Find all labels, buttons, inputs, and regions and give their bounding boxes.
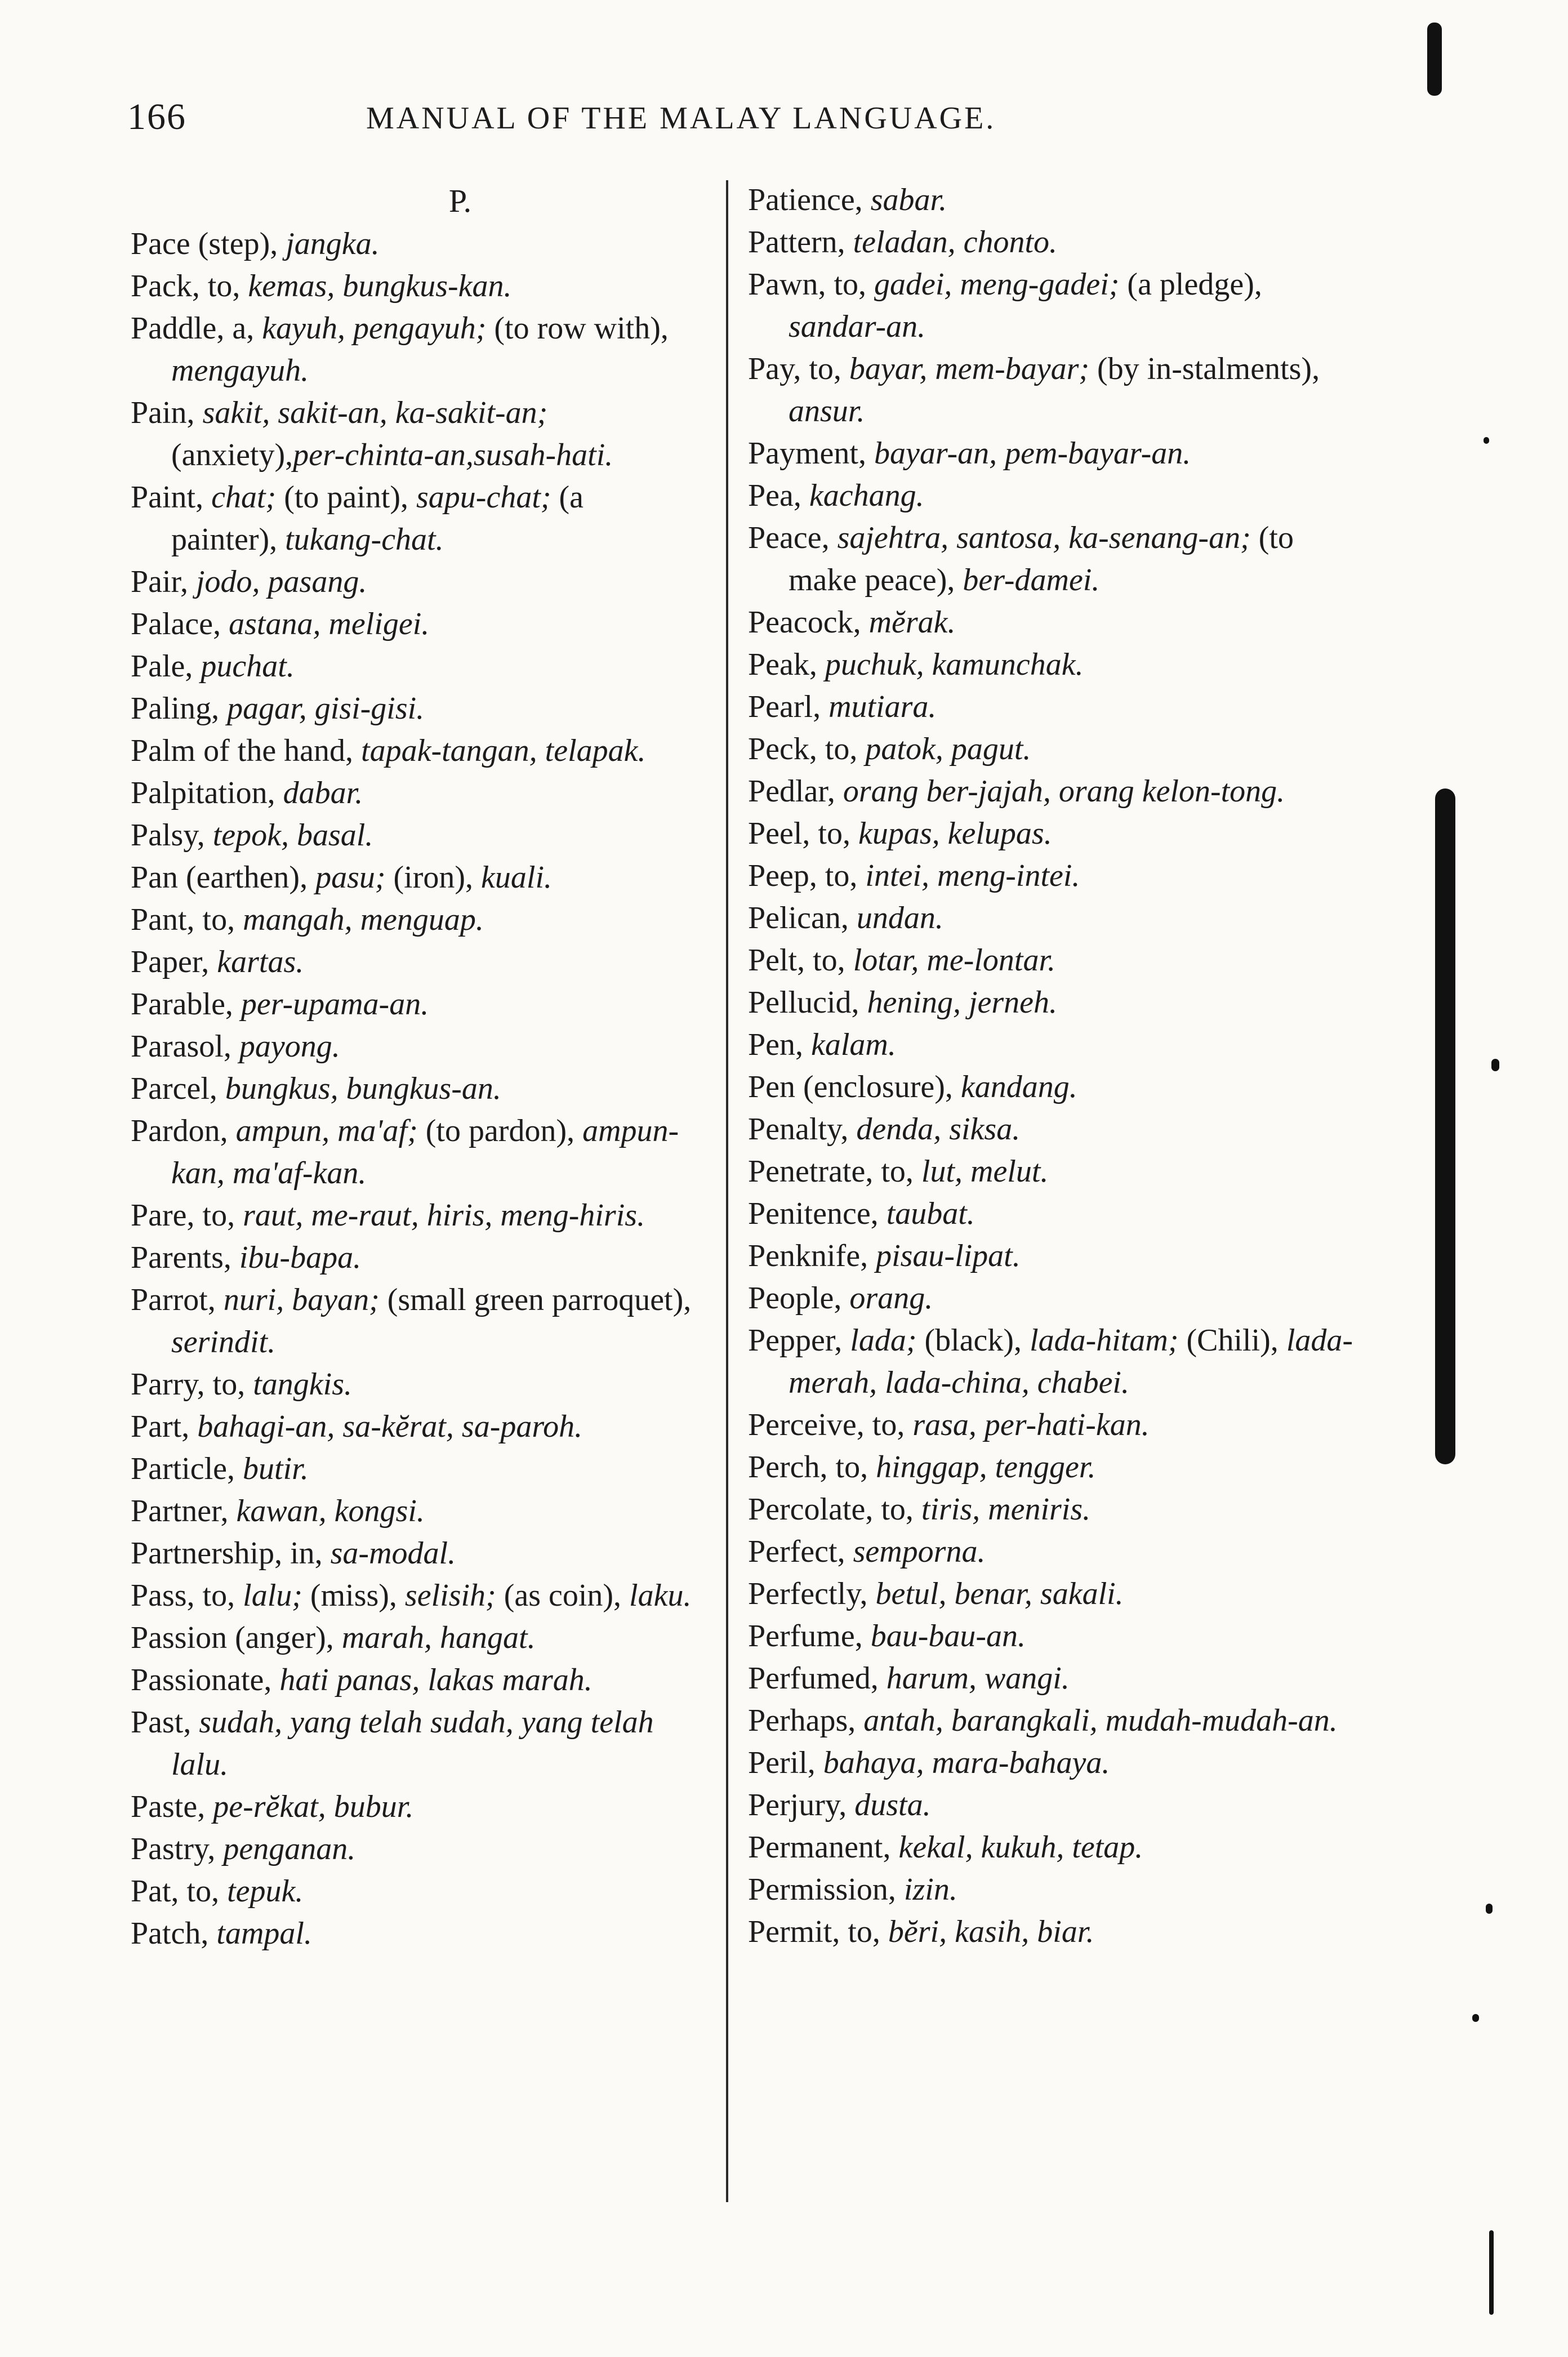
dictionary-entry [748,1742,1362,1784]
entry-english-note: (to make peace), [789,520,1294,598]
entry-headword: Perhaps, [748,1703,856,1738]
dictionary-entry [748,348,1362,433]
dictionary-entry [748,1235,1362,1277]
dictionary-entry [131,1026,694,1068]
entry-malay-gloss: raut, me-raut, hiris, meng-hiris. [235,1198,645,1233]
dictionary-entry [131,941,694,983]
entry-headword: Permit, to, [748,1914,880,1949]
entry-headword: Peril, [748,1745,816,1780]
entry-malay-gloss: puchat. [193,649,295,684]
dictionary-entry [748,1277,1362,1320]
entry-malay-gloss: astana, meligei. [221,607,430,641]
entry-headword: Paste, [131,1789,206,1824]
entry-headword: Peel, to, [748,816,850,851]
dictionary-entry [131,1786,694,1828]
right-column [748,179,1362,1953]
entry-english-note: (Chili), [1178,1323,1279,1358]
entry-headword: Pea, [748,478,801,513]
dictionary-entry [748,1066,1362,1108]
entry-headword: Partnership, in, [131,1536,323,1571]
page-number: 166 [127,96,186,137]
dictionary-entry [748,475,1362,517]
entry-english-note: (by in-stalments), [1089,351,1320,386]
entry-malay-gloss: sajehtra, santosa, ka-senang-an; [829,520,1251,555]
dictionary-entry [748,1320,1362,1404]
dictionary-entry [748,644,1362,686]
entry-malay-gloss: kupas, kelupas. [850,816,1052,851]
entry-malay-gloss: pe-rĕkat, bubur. [205,1789,414,1824]
entry-headword: Perceive, to, [748,1407,905,1442]
entry-malay-gloss: bahagi-an, sa-kĕrat, sa-paroh. [189,1409,583,1444]
dictionary-entry [131,1828,694,1870]
entry-headword: Pack, to, [131,269,240,304]
entry-headword: Penetrate, to, [748,1154,914,1189]
entry-headword: Perfect, [748,1534,845,1569]
dictionary-entry [131,1870,694,1913]
entry-malay-gloss: laku. [621,1578,692,1613]
dictionary-entry [131,772,694,814]
entry-headword: Pale, [131,649,193,684]
entry-headword: Palm of the hand, [131,733,354,768]
entry-headword: Part, [131,1409,190,1444]
entry-headword: Pay, to, [748,351,841,386]
entry-malay-gloss: taubat. [878,1196,975,1231]
entry-malay-gloss: ansur. [789,394,865,429]
entry-headword: Pawn, to, [748,267,866,302]
entry-malay-gloss: lotar, me-lontar. [845,943,1056,978]
dictionary-entry [131,814,694,857]
entry-headword: Parcel, [131,1071,217,1106]
entry-english-note: (a pledge), [1119,267,1262,302]
entry-headword: Peck, to, [748,732,858,767]
dictionary-entry [748,601,1362,644]
entry-malay-gloss: mutiara. [821,689,937,724]
dictionary-entry [748,221,1362,264]
entry-malay-gloss: per-upama-an. [233,987,429,1022]
scan-mark-bottom [1489,2230,1494,2315]
dictionary-entry [748,517,1362,601]
dictionary-entry [748,939,1362,982]
dictionary-entry [748,770,1362,813]
entry-malay-gloss: denda, siksa. [848,1112,1021,1147]
entry-malay-gloss: lada-merah, lada-china, chabei. [789,1323,1353,1400]
entry-headword: Pellucid, [748,985,859,1020]
dictionary-entry [748,1193,1362,1235]
entry-malay-gloss: payong. [231,1029,340,1064]
entry-english-note: (small green parroquet), [379,1282,692,1317]
entry-malay-gloss: lada-hitam; [1022,1323,1179,1358]
entry-malay-gloss: tangkis. [245,1367,352,1402]
entry-malay-gloss: intei, meng-intei. [857,858,1080,893]
entry-headword: Permission, [748,1872,896,1907]
dictionary-entry [748,1404,1362,1446]
entry-headword: Peak, [748,647,817,682]
entry-english-note: (miss), [302,1578,397,1613]
entry-malay-gloss: bayar, mem-bayar; [841,351,1090,386]
entry-malay-gloss: penganan. [215,1832,356,1866]
entry-headword: Penalty, [748,1112,849,1147]
dictionary-entry [131,1448,694,1490]
entry-malay-gloss: tepok, basal. [204,818,373,853]
dictionary-entry [748,982,1362,1024]
dictionary-entry [131,603,694,645]
dictionary-entry [748,813,1362,855]
left-entry-list [131,223,694,1955]
entry-malay-gloss: tampal. [208,1916,312,1951]
section-letter-heading: P. [448,182,472,219]
dictionary-entry [131,1913,694,1955]
entry-headword: Parasol, [131,1029,231,1064]
entry-english-note: (a painter), [171,480,584,557]
entry-headword: Palpitation, [131,776,275,810]
entry-headword: Pearl, [748,689,821,724]
entry-malay-gloss: kandang. [952,1070,1077,1104]
column-divider [726,180,728,2202]
entry-headword: Palsy, [131,818,205,853]
entry-headword: Paling, [131,691,220,726]
dictionary-entry [131,1364,694,1406]
entry-english-note: (as coin), [496,1578,622,1613]
dictionary-entry [131,265,694,308]
entry-malay-gloss: kawan, kongsi. [228,1494,425,1529]
entry-malay-gloss: puchuk, kamunchak. [817,647,1084,682]
entry-malay-gloss: sandar-an. [789,309,926,344]
entry-headword: Perfume, [748,1619,863,1654]
dictionary-entry [131,1532,694,1575]
dictionary-entry [131,308,694,392]
entry-headword: Percolate, to, [748,1492,914,1527]
dictionary-entry [748,1108,1362,1151]
entry-headword: Past, [131,1705,191,1740]
entry-headword: Perfectly, [748,1576,868,1611]
entry-english-note: (black), [916,1323,1022,1358]
dictionary-entry [748,1151,1362,1193]
entry-headword: Pardon, [131,1113,228,1148]
entry-malay-gloss: izin. [896,1872,957,1907]
entry-headword: Pen, [748,1027,803,1062]
entry-headword: Paddle, a, [131,311,255,346]
entry-malay-gloss: nuri, bayan; [215,1282,380,1317]
entry-malay-gloss: hati panas, lakas marah. [271,1663,593,1697]
entry-headword: Pen (enclosure), [748,1070,953,1104]
entry-english-note: (anxiety), [171,438,293,473]
entry-malay-gloss: gadei, meng-gadei; [866,267,1120,302]
entry-malay-gloss: bau-bau-an. [862,1619,1026,1654]
dictionary-entry [748,1531,1362,1573]
entry-malay-gloss: sa-modal. [322,1536,456,1571]
entry-headword: Pass, to, [131,1578,235,1613]
entry-malay-gloss: kayuh, pengayuh; [254,311,487,346]
entry-malay-gloss: dabar. [275,776,363,810]
entry-malay-gloss: harum, wangi. [878,1661,1070,1696]
scan-dot [1486,1904,1493,1914]
entry-malay-gloss: pisau-lipat. [868,1238,1021,1273]
entry-malay-gloss: ampun, ma'af; [228,1113,418,1148]
entry-headword: Permanent, [748,1830,891,1865]
dictionary-entry [748,1658,1362,1700]
entry-headword: Parents, [131,1240,231,1275]
entry-headword: Parry, to, [131,1367,246,1402]
entry-headword: Perfumed, [748,1661,879,1696]
entry-headword: Pelican, [748,901,849,935]
dictionary-entry [748,855,1362,897]
entry-malay-gloss: sudah, yang telah sudah, yang telah lalu. [171,1705,654,1782]
entry-malay-gloss: lada; [842,1323,917,1358]
dictionary-entry [131,1110,694,1195]
entry-headword: Paper, [131,944,210,979]
entry-headword: Peace, [748,520,830,555]
dictionary-entry [131,1490,694,1532]
dictionary-entry [131,1237,694,1279]
entry-headword: Pace (step), [131,226,278,261]
entry-headword: Perch, to, [748,1450,868,1485]
entry-malay-gloss: semporna. [845,1534,986,1569]
dictionary-entry [131,688,694,730]
entry-headword: Pair, [131,564,188,599]
entry-malay-gloss: jangka. [278,226,380,261]
scan-mark-top [1427,23,1442,96]
entry-malay-gloss: tapak-tangan, telapak. [353,733,646,768]
entry-malay-gloss: bahaya, mara-bahaya. [815,1745,1110,1780]
dictionary-entry [131,899,694,941]
entry-headword: Peacock, [748,605,861,640]
right-entry-list [748,179,1362,1953]
entry-english-note: (to row with), [486,311,669,346]
entry-english-note: (to paint), [276,480,409,515]
scan-dot [1484,437,1489,444]
entry-malay-gloss: kuali. [473,860,553,895]
entry-malay-gloss: bungkus, bungkus-an. [217,1071,501,1106]
entry-malay-gloss: ampun-kan, ma'af-kan. [171,1113,679,1191]
scan-mark-bar [1435,788,1455,1464]
entry-malay-gloss: ibu-bapa. [231,1240,362,1275]
dictionary-entry [131,223,694,265]
entry-malay-gloss: kachang. [801,478,924,513]
entry-malay-gloss: sabar. [862,182,947,217]
dictionary-entry [131,1406,694,1448]
entry-headword: Pepper, [748,1323,843,1358]
entry-headword: Pat, to, [131,1874,220,1909]
dictionary-entry [131,983,694,1026]
entry-headword: People, [748,1281,842,1316]
entry-malay-gloss: dusta. [847,1788,931,1823]
entry-malay-gloss: tiris, meniris. [913,1492,1091,1527]
entry-malay-gloss: ber-damei. [955,563,1100,598]
dictionary-entry [131,561,694,603]
entry-malay-gloss: bĕri, kasih, biar. [880,1914,1094,1949]
entry-malay-gloss: teladan, chonto. [845,225,1058,260]
entry-headword: Pare, to, [131,1198,235,1233]
entry-headword: Pan (earthen), [131,860,308,895]
dictionary-entry [131,1617,694,1659]
dictionary-entry [748,1446,1362,1489]
entry-malay-gloss: kalam. [803,1027,896,1062]
entry-malay-gloss: mĕrak. [861,605,956,640]
entry-headword: Particle, [131,1451,235,1486]
dictionary-entry [131,1195,694,1237]
dictionary-entry [131,730,694,772]
entry-headword: Partner, [131,1494,229,1529]
entry-malay-gloss: bayar-an, pem-bayar-an. [866,436,1191,471]
dictionary-entry [131,476,694,561]
entry-headword: Payment, [748,436,866,471]
entry-malay-gloss: sakit, sakit-an, ka-sakit-an; [194,395,548,430]
scan-dot [1472,2014,1479,2022]
entry-headword: Pant, to, [131,902,235,937]
entry-headword: Penknife, [748,1238,868,1273]
dictionary-entry [131,1279,694,1364]
entry-malay-gloss: hening, jerneh. [859,985,1058,1020]
entry-malay-gloss: kartas. [209,944,304,979]
dictionary-entry [748,686,1362,728]
scan-dot [1491,1059,1499,1071]
entry-headword: Patience, [748,182,863,217]
dictionary-entry [131,392,694,476]
entry-english-note: (iron), [385,860,474,895]
dictionary-entry [748,433,1362,475]
dictionary-entry [131,1701,694,1786]
dictionary-entry [748,897,1362,939]
entry-headword: Peep, to, [748,858,858,893]
entry-malay-gloss: tukang-chat. [277,522,444,557]
entry-headword: Palace, [131,607,221,641]
entry-malay-gloss: betul, benar, sakali. [867,1576,1124,1611]
entry-headword: Pedlar, [748,774,835,809]
entry-headword: Passionate, [131,1663,272,1697]
dictionary-entry [748,1615,1362,1658]
entry-malay-gloss: undan. [848,901,943,935]
entry-malay-gloss: selisih; [397,1578,496,1613]
entry-malay-gloss: tepuk. [219,1874,304,1909]
entry-malay-gloss: orang. [841,1281,933,1316]
entry-headword: Paint, [131,480,204,515]
dictionary-entry [748,264,1362,348]
left-column [131,179,694,1955]
dictionary-entry [131,645,694,688]
dictionary-entry [748,1911,1362,1953]
running-title: MANUAL OF THE MALAY LANGUAGE. [366,101,996,136]
dictionary-entry [131,1068,694,1110]
entry-malay-gloss: butir. [235,1451,309,1486]
entry-headword: Parable, [131,987,233,1022]
dictionary-entry [748,728,1362,770]
entry-malay-gloss: lut, melut. [913,1154,1049,1189]
page-header [0,96,1568,152]
entry-headword: Pain, [131,395,195,430]
dictionary-entry [748,1489,1362,1531]
dictionary-entry [748,1700,1362,1742]
entry-malay-gloss: hinggap, tengger. [868,1450,1096,1485]
entry-malay-gloss: chat; [203,480,277,515]
entry-malay-gloss: sapu-chat; [408,480,551,515]
entry-malay-gloss: kemas, bungkus-kan. [240,269,512,304]
dictionary-entry [748,1869,1362,1911]
dictionary-entry [131,1659,694,1701]
entry-headword: Passion (anger), [131,1620,334,1655]
entry-headword: Parrot, [131,1282,216,1317]
dictionary-entry [748,1826,1362,1869]
entry-malay-gloss: marah, hangat. [333,1620,536,1655]
entry-malay-gloss: mangah, menguap. [235,902,484,937]
dictionary-entry [748,1573,1362,1615]
dictionary-entry [748,1024,1362,1066]
entry-malay-gloss: antah, barangkali, mudah-mudah-an. [856,1703,1338,1738]
entry-headword: Patch, [131,1916,209,1951]
entry-malay-gloss: pasu; [308,860,386,895]
entry-malay-gloss: lalu; [235,1578,302,1613]
entry-english-note: (to pardon), [417,1113,575,1148]
entry-headword: Pelt, to, [748,943,845,978]
entry-malay-gloss: kekal, kukuh, tetap. [890,1830,1143,1865]
dictionary-entry [748,1784,1362,1826]
entry-malay-gloss: patok, pagut. [857,732,1031,767]
dictionary-entry [131,1575,694,1617]
entry-malay-gloss: jodo, pasang. [188,564,367,599]
entry-headword: Penitence, [748,1196,879,1231]
entry-headword: Pastry, [131,1832,216,1866]
entry-malay-gloss: pagar, gisi-gisi. [219,691,425,726]
dictionary-entry [131,857,694,899]
dictionary-entry [748,179,1362,221]
entry-headword: Pattern, [748,225,845,260]
entry-malay-gloss: mengayuh. [171,353,309,388]
entry-malay-gloss: per-chinta-an,susah-hati. [293,438,613,473]
entry-headword: Perjury, [748,1788,847,1823]
entry-malay-gloss: rasa, per-hati-kan. [905,1407,1150,1442]
entry-malay-gloss: serindit. [171,1325,276,1360]
entry-malay-gloss: orang ber-jajah, orang kelon-tong. [835,774,1285,809]
